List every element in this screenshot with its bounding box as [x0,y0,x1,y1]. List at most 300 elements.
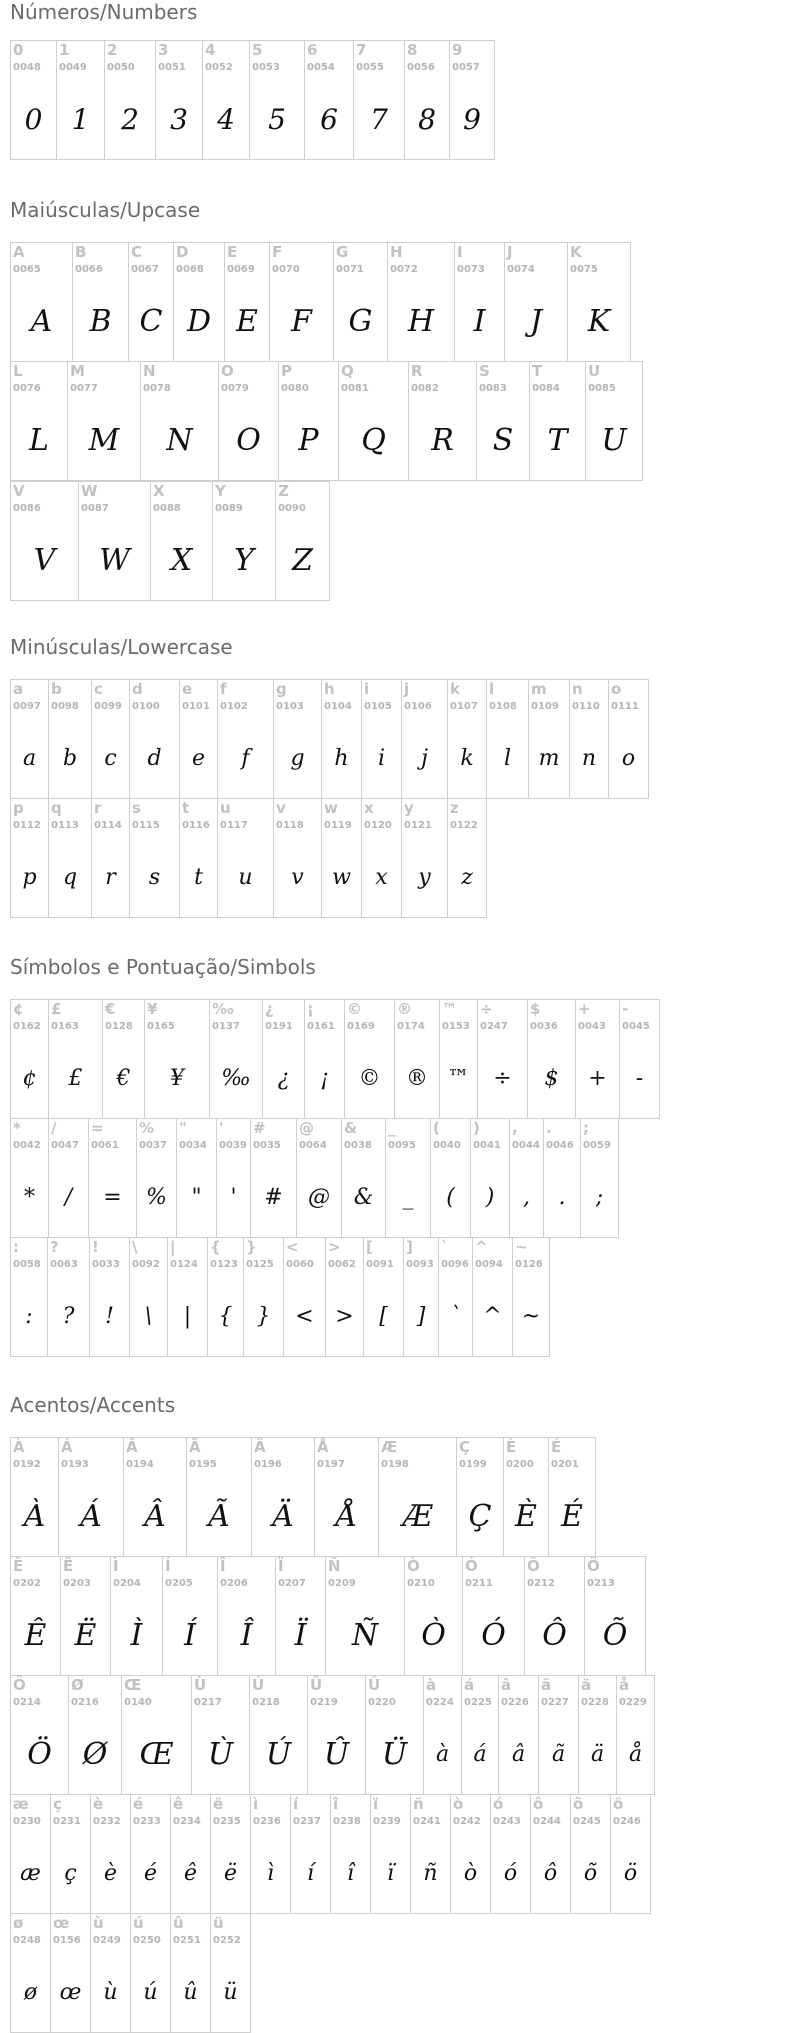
glyph-char-label: 8 [407,41,418,59]
glyph-sample: Ç [468,1498,492,1534]
glyph-sample: Ú [265,1736,292,1772]
glyph-cell [89,1237,130,1357]
glyph-cell [121,1675,192,1795]
glyph-code-label: 0230 [13,1816,41,1827]
glyph-code-label: 0252 [213,1935,241,1946]
glyph-char-label: Ç [459,1438,471,1456]
glyph-cell [102,999,145,1119]
glyph-char-label: ( [433,1119,440,1137]
glyph-sample: À [23,1498,46,1534]
glyph-cell [129,1237,168,1357]
glyph-code-label: 0096 [441,1259,469,1270]
glyph-char-label: ï [373,1795,379,1813]
glyph-sample: v [291,864,304,890]
glyph-sample: ‰ [221,1065,251,1091]
glyph-char-label: ê [173,1795,184,1813]
glyph-code-label: 0118 [276,820,304,831]
glyph-cell [477,999,528,1119]
glyph-cell [430,1118,471,1238]
glyph-code-label: 0089 [215,503,243,514]
glyph-sample: S [492,422,514,458]
glyph-cell [530,1794,571,1914]
glyph-cell [186,1437,252,1557]
glyph-code-label: 0248 [13,1935,41,1946]
glyph-cell [543,1118,581,1238]
glyph-cell [490,1794,531,1914]
glyph-code-label: 0048 [13,62,41,73]
glyph-sample: 8 [418,102,436,136]
glyph-char-label: ; [583,1119,589,1137]
glyph-sample: C [139,303,163,339]
glyph-char-label: = [91,1119,104,1137]
glyph-sample: € [116,1065,131,1091]
glyph-sample: ê [183,1860,198,1886]
glyph-char-label: D [176,243,189,261]
glyph-char-label: C [131,243,143,261]
glyph-sample: K [587,303,611,339]
glyph-sample: x [375,864,388,890]
glyph-char-label: N [143,362,156,380]
glyph-sample: ¢ [22,1065,37,1091]
glyph-char-label: K [570,243,582,261]
glyph-sample: â [511,1741,526,1767]
glyph-sample: g [290,745,305,771]
glyph-cell [296,1118,342,1238]
glyph-code-label: 0156 [53,1935,81,1946]
glyph-code-label: 0033 [92,1259,120,1270]
glyph-char-label: : [13,1238,19,1256]
glyph-cell [48,999,103,1119]
glyph-code-label: 0064 [299,1140,327,1151]
glyph-sample: $ [544,1065,559,1091]
glyph-code-label: 0111 [611,701,639,712]
glyph-cell [524,1556,585,1676]
glyph-code-label: 0206 [220,1578,248,1589]
glyph-sample: { [218,1303,233,1329]
glyph-char-label: Z [278,482,289,500]
glyph-sample: s [148,864,161,890]
glyph-code-label: 0070 [272,264,300,275]
glyph-sample: X [170,542,193,578]
glyph-sample: Õ [602,1617,628,1653]
glyph-sample: Ö [27,1736,52,1772]
glyph-cell [179,798,218,918]
glyph-sample: ^ [483,1303,502,1329]
glyph-char-label: ã [541,1676,552,1694]
glyph-code-label: 0191 [265,1021,293,1032]
glyph-sample: U [601,422,627,458]
glyph-sample: ® [406,1065,428,1091]
glyph-cell [212,481,276,601]
glyph-char-label: X [153,482,165,500]
glyph-code-label: 0244 [533,1816,561,1827]
glyph-code-label: 0207 [278,1578,306,1589]
glyph-code-label: 0120 [364,820,392,831]
glyph-cell [283,1237,326,1357]
glyph-cell [387,242,455,362]
glyph-code-label: 0210 [407,1578,435,1589]
glyph-sample: ' [230,1184,237,1210]
glyph-char-label: s [132,799,141,817]
glyph-code-label: 0080 [281,383,309,394]
glyph-cell [251,1437,315,1557]
glyph-code-label: 0101 [182,701,210,712]
glyph-code-label: 0106 [404,701,432,712]
glyph-cell [462,1556,525,1676]
glyph-cell [438,1237,473,1357]
glyph-char-label: < [286,1238,299,1256]
glyph-cell [91,679,130,799]
glyph-char-label: Í [165,1557,171,1575]
glyph-cell [275,1556,326,1676]
glyph-code-label: 0099 [94,701,122,712]
glyph-sample: ( [446,1184,455,1210]
glyph-code-label: 0084 [532,383,560,394]
glyph-char-label: ! [92,1238,99,1256]
glyph-sample: @ [308,1184,330,1210]
glyph-char-label: œ [53,1914,70,1932]
glyph-char-label: ¿ [265,1000,274,1018]
glyph-cell [330,1794,371,1914]
glyph-sample: i [377,745,386,771]
glyph-cell [249,1675,308,1795]
glyph-code-label: 0092 [132,1259,160,1270]
glyph-char-label: û [173,1914,184,1932]
glyph-code-label: 0036 [530,1021,558,1032]
glyph-cell [325,1556,405,1676]
glyph-cell [218,361,279,481]
glyph-sample: k [460,745,474,771]
glyph-sample: N [166,422,193,458]
glyph-sample: å [628,1741,643,1767]
glyph-sample: ¡ [320,1065,329,1091]
glyph-char-label: R [411,362,423,380]
glyph-char-label: ü [213,1914,224,1932]
glyph-code-label: 0117 [220,820,248,831]
glyph-sample: < [295,1303,314,1329]
glyph-code-label: 0219 [310,1697,338,1708]
glyph-char-label: 4 [205,41,216,59]
glyph-code-label: 0241 [413,1816,441,1827]
glyph-sample: ; [595,1184,604,1210]
glyph-sample: Â [144,1498,166,1534]
glyph-sample: Ì [130,1617,143,1653]
glyph-code-label: 0246 [613,1816,641,1827]
glyph-char-label: P [281,362,292,380]
glyph-cell [50,1913,91,2033]
glyph-char-label: 0 [13,41,24,59]
glyph-sample: R [431,422,454,458]
glyph-cell [461,1675,499,1795]
glyph-sample: f [241,745,250,771]
glyph-cell [370,1794,411,1914]
glyph-code-label: 0194 [126,1459,154,1470]
glyph-cell [509,1118,544,1238]
glyph-char-label: ® [397,1000,412,1018]
glyph-code-label: 0199 [459,1459,487,1470]
glyph-code-label: 0161 [307,1021,335,1032]
glyph-char-label: Q [341,362,354,380]
glyph-cell [363,1237,404,1357]
glyph-char-label: á [464,1676,475,1694]
glyph-char-label: j [404,680,410,698]
glyph-sample: D [186,303,212,339]
glyph-code-label: 0098 [51,701,79,712]
glyph-code-label: 0040 [433,1140,461,1151]
glyph-cell [439,999,478,1119]
glyph-cell [110,1556,163,1676]
glyph-code-label: 0249 [93,1935,121,1946]
glyph-char-label: c [94,680,103,698]
glyph-code-label: 0211 [465,1578,493,1589]
glyph-char-label: À [13,1438,25,1456]
section-title-minusculas-lowercase: Minúsculas/Lowercase [10,635,233,659]
glyph-sample: J [529,303,543,339]
glyph-code-label: 0045 [622,1021,650,1032]
glyph-sample: Á [80,1498,102,1534]
glyph-cell [67,361,141,481]
glyph-sample: Ï [294,1617,307,1653]
glyph-char-label: ¥ [147,1000,158,1018]
glyph-code-label: 0213 [587,1578,615,1589]
glyph-sample: & [353,1184,374,1210]
glyph-cell [136,1118,177,1238]
glyph-sample: t [194,864,203,890]
glyph-sample: = [103,1184,122,1210]
glyph-code-label: 0034 [179,1140,207,1151]
glyph-cell [512,1237,550,1357]
glyph-char-label: Ú [252,1676,265,1694]
glyph-cell [584,1556,646,1676]
glyph-cell [10,1794,51,1914]
glyph-code-label: 0102 [220,701,248,712]
glyph-sample: L [29,422,49,458]
glyph-code-label: 0056 [407,62,435,73]
glyph-sample: ò [463,1860,478,1886]
glyph-char-label: V [13,482,25,500]
glyph-sample: 0 [24,102,43,136]
glyph-char-label: u [220,799,231,817]
glyph-cell [616,1675,655,1795]
glyph-char-label: Ø [71,1676,84,1694]
glyph-code-label: 0035 [253,1140,281,1151]
glyph-cell [217,798,274,918]
glyph-code-label: 0115 [132,820,160,831]
glyph-cell [365,1675,424,1795]
glyph-cell [191,1675,250,1795]
glyph-sample: ö [623,1860,638,1886]
glyph-char-label: ÷ [480,1000,493,1018]
glyph-char-label: é [133,1795,144,1813]
glyph-sample: y [418,864,431,890]
glyph-code-label: 0059 [583,1140,611,1151]
glyph-sample: Œ [139,1736,174,1772]
glyph-char-label: i [364,680,370,698]
glyph-char-label: í [293,1795,299,1813]
glyph-code-label: 0065 [13,264,41,275]
glyph-char-label: / [51,1119,57,1137]
glyph-sample: ô [543,1860,558,1886]
glyph-code-label: 0061 [91,1140,119,1151]
glyph-sample: í [306,1860,315,1886]
glyph-sample: b [62,745,78,771]
glyph-char-label: ^ [475,1238,488,1256]
glyph-sample: Q [361,422,386,458]
glyph-sample: Î [240,1617,253,1653]
glyph-cell [88,1118,137,1238]
glyph-cell [129,798,180,918]
glyph-char-label: ™ [442,1000,457,1018]
glyph-char-label: É [551,1438,562,1456]
glyph-sample: " [191,1184,202,1210]
glyph-char-label: ñ [413,1795,424,1813]
glyph-sample: ü [223,1979,238,2005]
glyph-code-label: 0107 [450,701,478,712]
glyph-cell [401,679,448,799]
glyph-char-label: Ü [368,1676,381,1694]
glyph-code-label: 0198 [381,1459,409,1470]
glyph-char-label: , [512,1119,518,1137]
glyph-code-label: 0043 [578,1021,606,1032]
glyph-code-label: 0250 [133,1935,161,1946]
glyph-cell [173,242,225,362]
glyph-char-label: @ [299,1119,314,1137]
glyph-char-label: + [578,1000,591,1018]
glyph-cell [528,679,570,799]
glyph-char-label: [ [366,1238,373,1256]
glyph-cell [304,999,345,1119]
glyph-sample: û [183,1979,198,2005]
glyph-code-label: 0069 [227,264,255,275]
glyph-cell [56,40,105,160]
glyph-sample: È [515,1498,537,1534]
glyph-code-label: 0076 [13,383,41,394]
glyph-cell [503,1437,549,1557]
glyph-sample: ` [450,1303,461,1329]
glyph-code-label: 0234 [173,1816,201,1827]
glyph-sample: G [348,303,373,339]
glyph-code-label: 0195 [189,1459,217,1470]
glyph-char-label: - [622,1000,629,1018]
glyph-cell [273,798,322,918]
glyph-char-label: } [246,1238,257,1256]
glyph-char-label: b [51,680,62,698]
glyph-code-label: 0162 [13,1021,41,1032]
glyph-char-label: o [611,680,622,698]
glyph-cell [608,679,649,799]
glyph-cell [58,1437,124,1557]
glyph-code-label: 0085 [588,383,616,394]
glyph-cell [249,40,305,160]
glyph-sample: Å [335,1498,358,1534]
glyph-code-label: 0078 [143,383,171,394]
glyph-char-label: ô [533,1795,544,1813]
glyph-code-label: 0116 [182,820,210,831]
glyph-sample: Ô [542,1617,567,1653]
glyph-cell [470,1118,510,1238]
glyph-sample: A [30,303,53,339]
glyph-sample: O [236,422,261,458]
glyph-code-label: 0108 [489,701,517,712]
glyph-code-label: 0204 [113,1578,141,1589]
glyph-sample: j [421,745,428,771]
glyph-char-label: Ó [465,1557,478,1575]
glyph-sample: æ [20,1860,41,1886]
glyph-code-label: 0047 [51,1140,79,1151]
glyph-char-label: æ [13,1795,29,1813]
glyph-char-label: © [347,1000,362,1018]
glyph-cell [10,481,79,601]
glyph-char-label: ¡ [307,1000,314,1018]
glyph-cell [202,40,250,160]
glyph-sample: _ [402,1184,414,1210]
glyph-code-label: 0079 [221,383,249,394]
glyph-code-label: 0124 [170,1259,198,1270]
glyph-cell [273,679,322,799]
glyph-cell [456,1437,504,1557]
glyph-cell [10,361,68,481]
glyph-char-label: ] [406,1238,413,1256]
glyph-cell [10,1556,61,1676]
glyph-cell [410,1794,451,1914]
glyph-char-label: Ò [407,1557,420,1575]
glyph-char-label: è [93,1795,104,1813]
glyph-code-label: 0041 [473,1140,501,1151]
glyph-code-label: 0038 [344,1140,372,1151]
glyph-code-label: 0232 [93,1816,121,1827]
glyph-sample: I [473,303,486,339]
glyph-cell [224,242,270,362]
glyph-sample: £ [68,1065,83,1091]
glyph-char-label: _ [388,1119,396,1137]
glyph-sample: Z [292,542,313,578]
glyph-char-label: & [344,1119,358,1137]
glyph-code-label: 0039 [219,1140,247,1151]
glyph-sample: ä [590,1741,605,1767]
glyph-sample: Ä [272,1498,294,1534]
glyph-char-label: £ [51,1000,62,1018]
glyph-code-label: 0072 [390,264,418,275]
glyph-code-label: 0205 [165,1578,193,1589]
glyph-cell [454,242,505,362]
glyph-cell [48,798,92,918]
glyph-cell [314,1437,379,1557]
glyph-sample: 5 [268,102,286,136]
glyph-char-label: M [70,362,85,380]
section-title-numeros-numbers: Números/Numbers [10,0,198,24]
glyph-sample: ù [103,1979,118,2005]
glyph-sample: ì [266,1860,275,1886]
glyph-char-label: H [390,243,403,261]
glyph-code-label: 0104 [324,701,352,712]
glyph-sample: - [635,1065,644,1091]
glyph-cell [578,1675,617,1795]
glyph-cell [476,361,530,481]
glyph-char-label: A [13,243,25,261]
glyph-cell [404,1556,463,1676]
glyph-cell [217,679,274,799]
glyph-cell [325,1237,364,1357]
glyph-char-label: 3 [158,41,169,59]
glyph-cell [250,1794,291,1914]
glyph-char-label: Ï [278,1557,284,1575]
glyph-code-label: 0229 [619,1697,647,1708]
glyph-char-label: e [182,680,193,698]
glyph-code-label: 0044 [512,1140,540,1151]
glyph-code-label: 0203 [63,1578,91,1589]
glyph-code-label: 0086 [13,503,41,514]
glyph-code-label: 0068 [176,264,204,275]
